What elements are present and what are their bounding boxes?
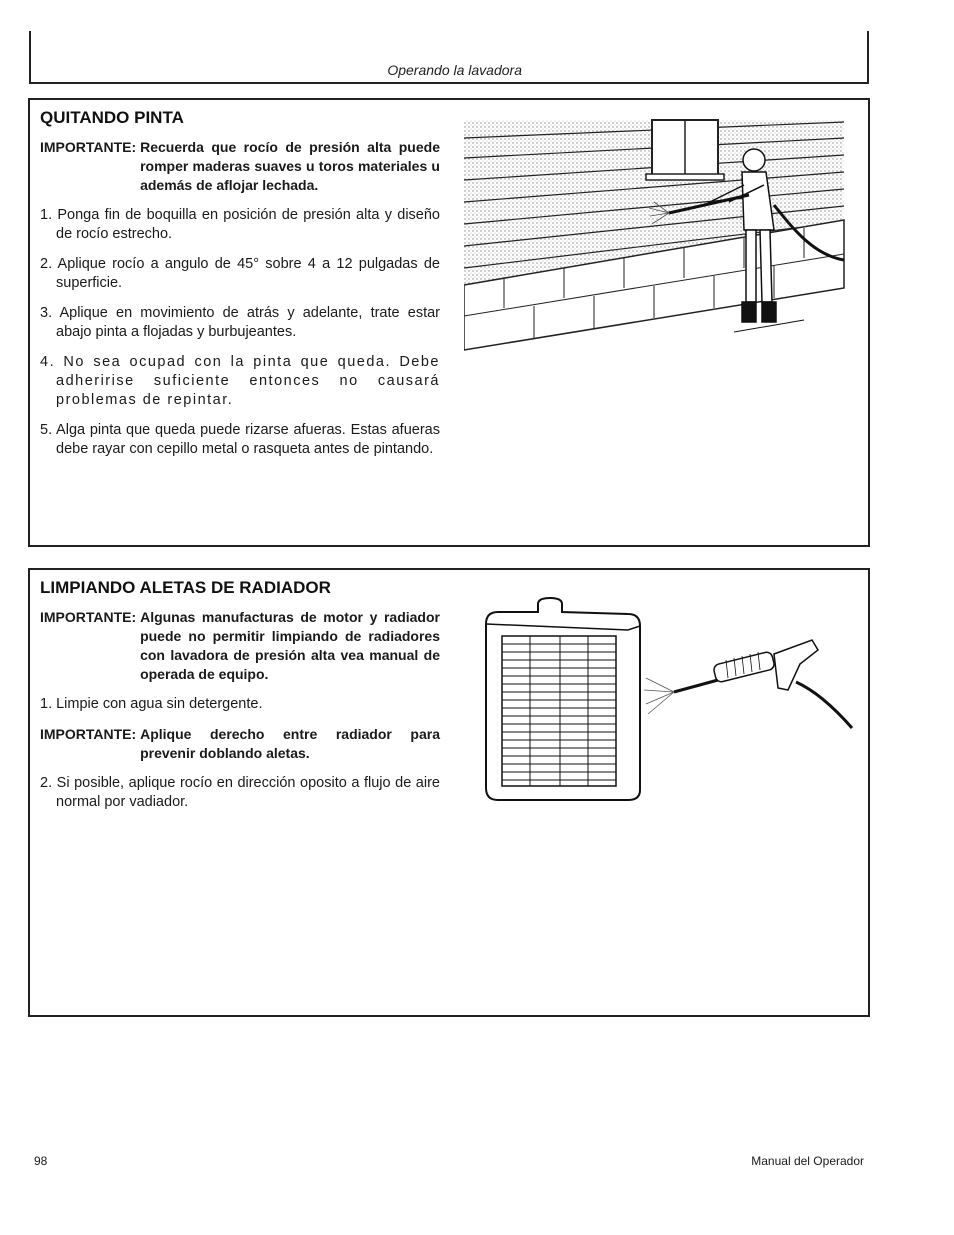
page-number: 98 — [34, 1154, 48, 1168]
section-radiator-cleaning — [28, 568, 870, 1017]
step-2: 2. Si posible, aplique rocío en dirección oposito a flujo de aire normal por vadiador. — [40, 775, 440, 810]
house-washing-illustration — [464, 110, 854, 355]
important-text: Algunas manufacturas de motor y radiador puede no permitir limpiando de radiadores con lavadora de presión alta vea manual de operada de equipo. — [140, 609, 440, 682]
important-note — [40, 138, 440, 195]
radiator-cleaning-illustration — [478, 582, 858, 812]
important-text: Recuerda que rocío de presión alta puede romper maderas suaves u toros materiales u además de aflojar lechada. — [140, 139, 440, 193]
important-label: IMPORTANTE: — [40, 609, 137, 625]
section-text — [40, 578, 440, 823]
step-1: 1. Ponga fin de boquilla en posición de presión alta y diseño de rocío estrecho. — [40, 207, 440, 242]
important-note — [40, 725, 440, 763]
header-title: Operando la lavadora — [387, 62, 522, 78]
step-3: 3. Aplique en movimiento de atrás y adelante, trate estar abajo pinta a flojadas y burbujeantes. — [40, 305, 440, 340]
step-5: 5. Alga pinta que queda puede rizarse afueras. Estas afueras debe rayar con cepillo metal o rasqueta antes de pintando. — [40, 422, 440, 457]
manual-name: Manual del Operador — [751, 1154, 864, 1168]
section-title: QUITANDO PINTA — [40, 108, 184, 127]
important-note — [40, 608, 440, 684]
section-text — [40, 108, 440, 470]
important-text: Aplique derecho entre radiador para prevenir doblando aletas. — [140, 726, 440, 761]
section-removing-paint — [28, 98, 870, 547]
page-header — [29, 31, 869, 84]
step-1: 1. Limpie con agua sin detergente. — [40, 696, 263, 712]
step-4: 4. No sea ocupad con la pinta que queda. Debe adheririse suficiente entonces no causará problemas de repintar. — [40, 354, 440, 408]
section-title: LIMPIANDO ALETAS DE RADIADOR — [40, 578, 331, 597]
step-2: 2. Aplique rocío a angulo de 45° sobre 4 a 12 pulgadas de superficie. — [40, 256, 440, 291]
important-label: IMPORTANTE: — [40, 139, 137, 155]
important-label: IMPORTANTE: — [40, 726, 137, 742]
